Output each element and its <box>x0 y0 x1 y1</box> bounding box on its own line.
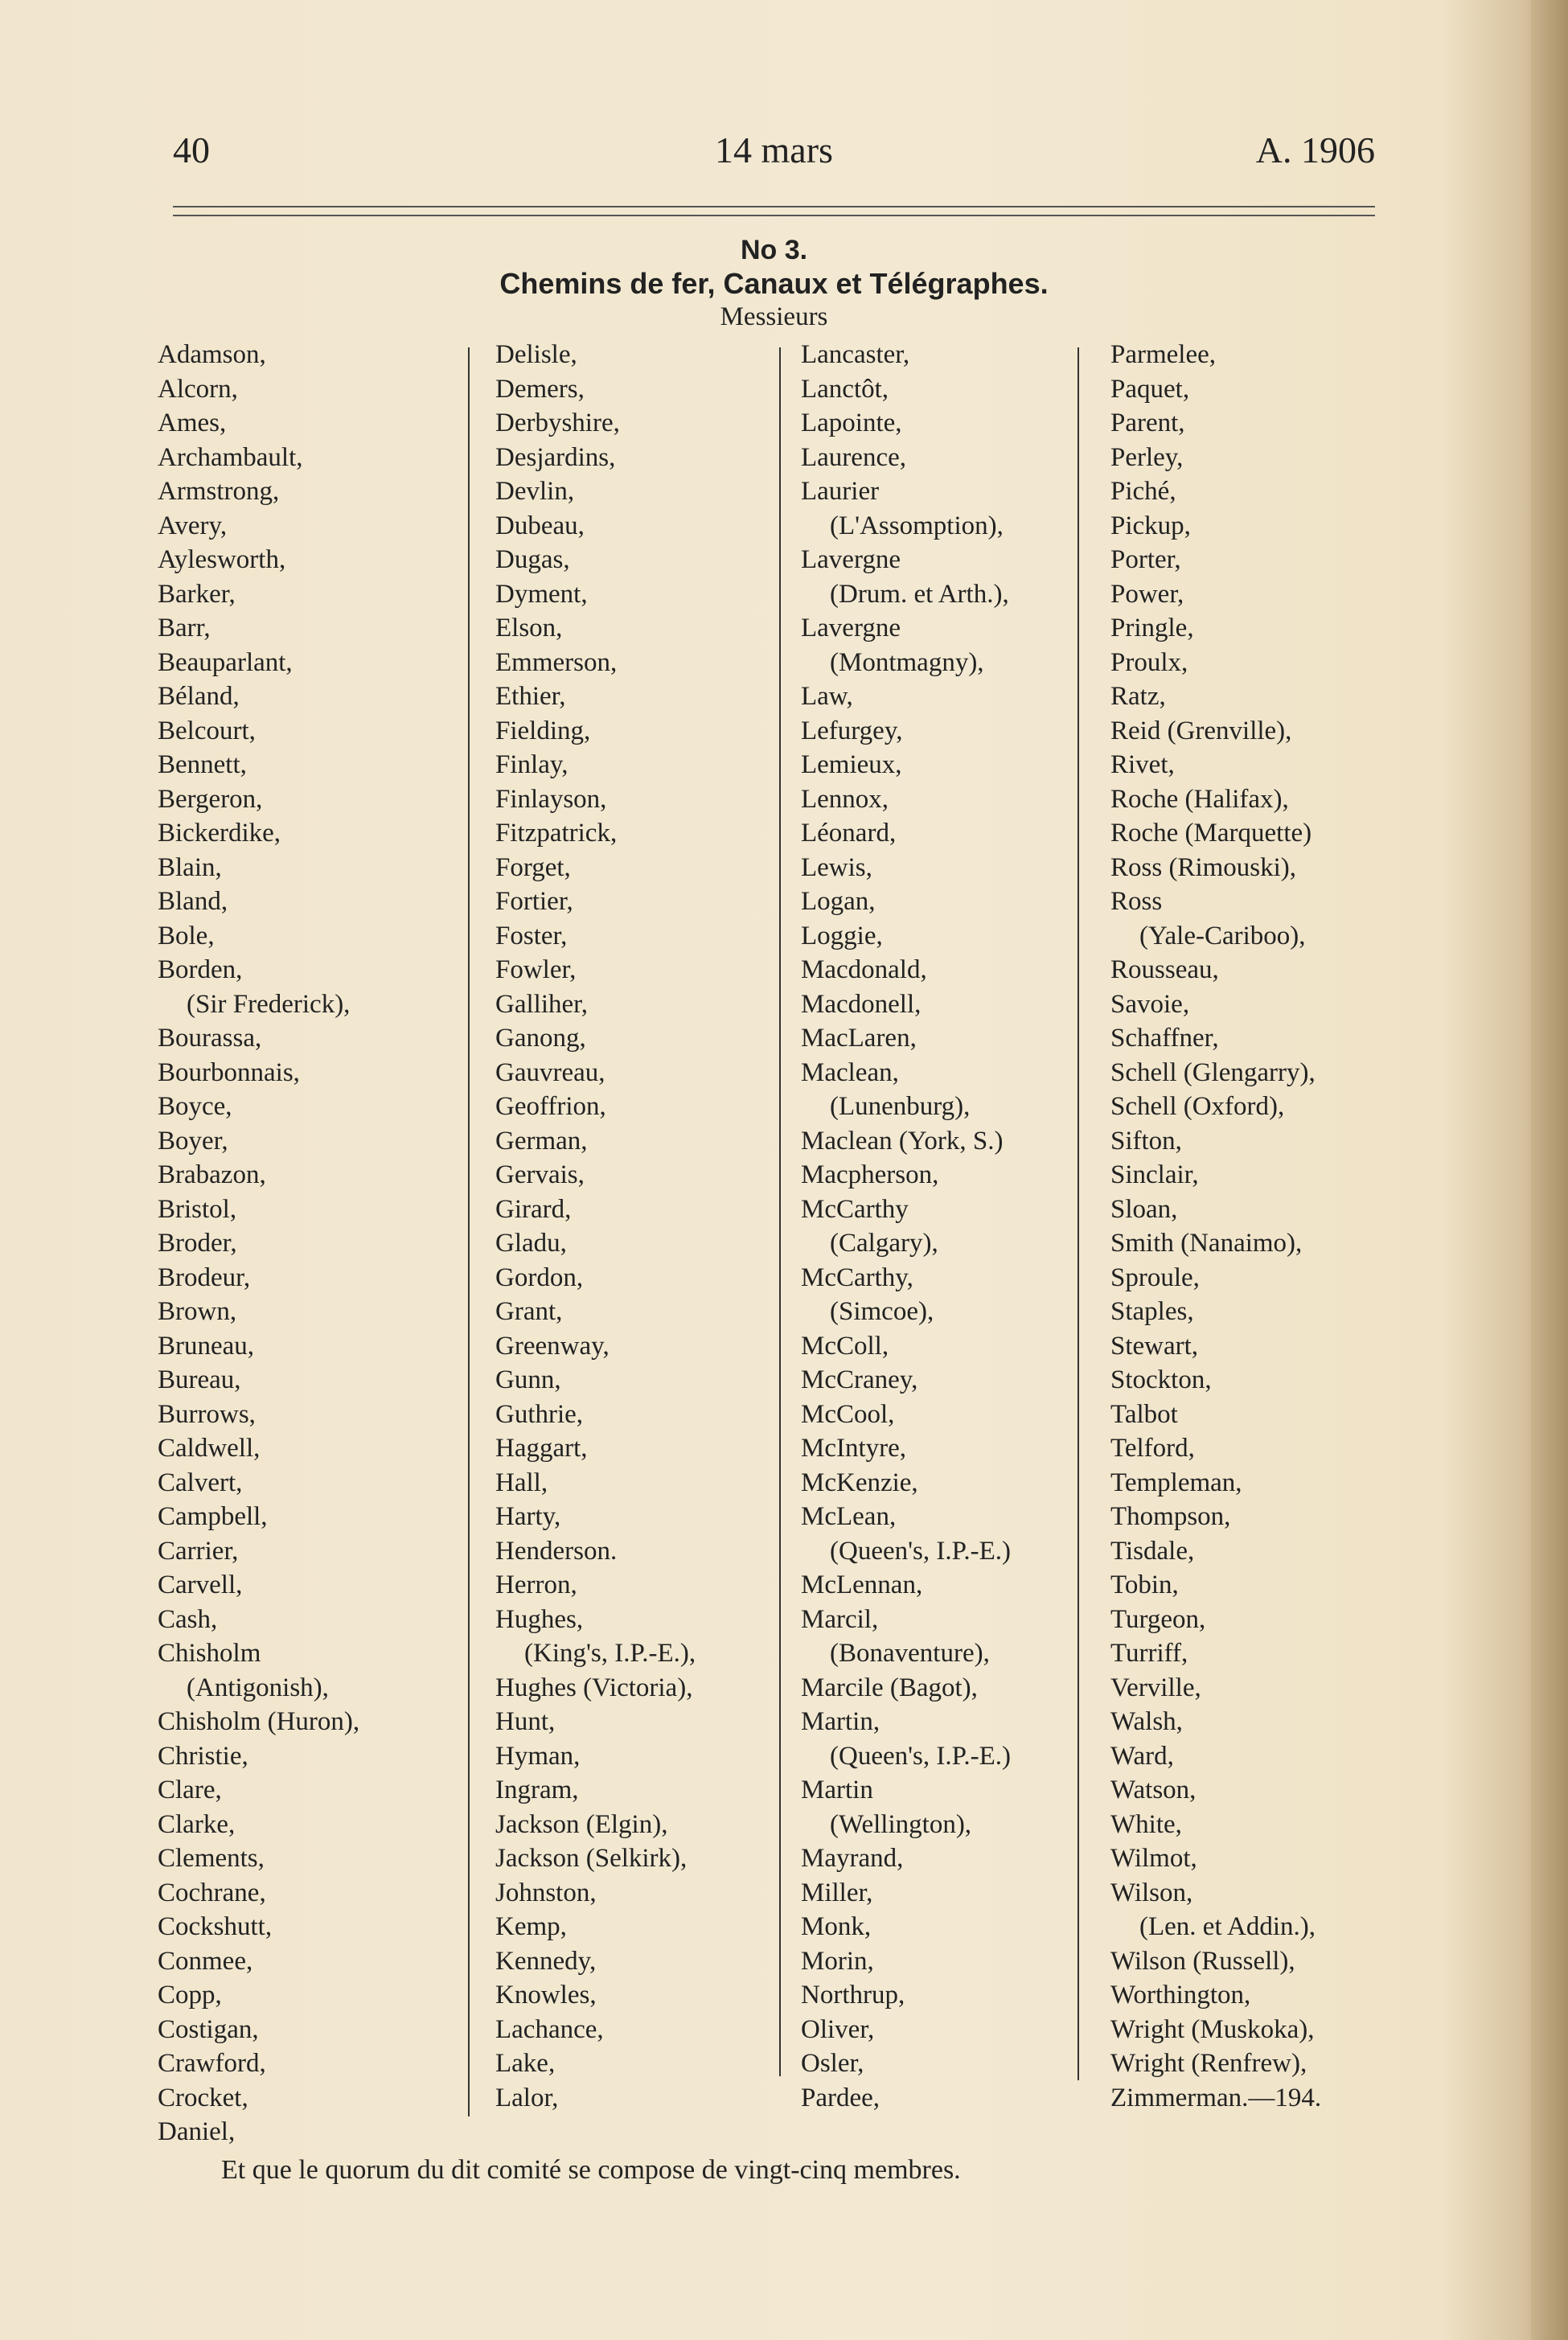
page-number: 40 <box>173 129 210 170</box>
member-name: Gervais, <box>495 1160 585 1189</box>
member-name: Savoie, <box>1110 989 1190 1019</box>
member-name: Hall, <box>495 1468 548 1497</box>
member-name: Galliher, <box>495 989 589 1019</box>
member-name: Rivet, <box>1110 750 1175 779</box>
member-name: McLean, <box>801 1502 897 1531</box>
member-name: Bruneau, <box>158 1331 255 1361</box>
member-name: Girard, <box>495 1194 572 1224</box>
member-name: Northrup, <box>801 1981 905 2010</box>
member-name: Emmerson, <box>495 647 618 677</box>
member-name: Archambault, <box>158 442 303 472</box>
member-name: McLennan, <box>801 1570 923 1599</box>
member-name: Maclean, <box>801 1057 899 1087</box>
member-column-4 <box>1110 338 1321 2115</box>
member-name: Morin, <box>801 1946 874 1976</box>
member-name: Christie, <box>158 1741 248 1771</box>
member-name: Porter, <box>1110 545 1181 574</box>
member-name: Lake, <box>495 2049 556 2078</box>
member-name: (Lunenburg), <box>830 1092 971 1121</box>
member-name: Campbell, <box>158 1502 268 1531</box>
member-name: Copp, <box>158 1981 222 2010</box>
member-name: Tobin, <box>1110 1570 1179 1599</box>
member-name: Greenway, <box>495 1331 610 1361</box>
member-name: Desjardins, <box>495 442 616 472</box>
member-name: Rousseau, <box>1110 955 1219 984</box>
member-name: Barker, <box>158 579 236 609</box>
committee-title: Chemins de fer, Canaux et Télégraphes. <box>499 267 1049 300</box>
member-name: Paquet, <box>1110 374 1190 404</box>
member-name: Caldwell, <box>158 1434 261 1463</box>
member-name: Brown, <box>158 1297 237 1326</box>
member-name: Schaffner, <box>1110 1024 1219 1053</box>
member-name: Dyment, <box>495 579 588 609</box>
member-name: McColl, <box>801 1331 889 1361</box>
page-year: A. 1906 <box>1255 129 1375 170</box>
member-name: Talbot <box>1110 1399 1178 1429</box>
member-name: Ross (Rimouski), <box>1110 852 1297 882</box>
member-name: Bourassa, <box>158 1024 262 1053</box>
member-name: (Queen's, I.P.-E.) <box>830 1741 1011 1771</box>
member-name: Lapointe, <box>801 408 902 437</box>
page-edge-shadow <box>1531 0 1568 2340</box>
member-name: Aylesworth, <box>158 545 286 574</box>
member-name: Smith (Nanaimo), <box>1110 1229 1303 1258</box>
member-column-3 <box>801 338 1011 2115</box>
member-name: Beauparlant, <box>158 647 293 677</box>
member-name: Wilmot, <box>1110 1844 1197 1873</box>
member-name: Herron, <box>495 1570 577 1599</box>
committee-number: No 3. <box>740 235 808 265</box>
member-name: Delisle, <box>495 340 577 369</box>
member-name: Lavergne <box>801 545 901 574</box>
member-name: (Yale-Cariboo), <box>1139 921 1306 950</box>
member-name: Kennedy, <box>495 1946 597 1976</box>
column-divider <box>779 347 781 2076</box>
member-name: Guthrie, <box>495 1399 584 1429</box>
member-name: Calvert, <box>158 1468 243 1497</box>
member-name: Lewis, <box>801 852 872 882</box>
page-date: 14 mars <box>715 129 833 170</box>
member-name: Proulx, <box>1110 647 1188 677</box>
member-name: Watson, <box>1110 1776 1197 1804</box>
quorum-statement: Et que le quorum du dit comité se compose de vingt-cinq membres. <box>221 2155 961 2185</box>
member-name: Elson, <box>495 614 563 642</box>
member-name: Gordon, <box>495 1262 584 1292</box>
member-name: Clements, <box>158 1844 265 1873</box>
member-name: Piché, <box>1110 477 1176 506</box>
member-name: Finlay, <box>495 750 569 779</box>
member-columns <box>158 338 1388 2155</box>
member-name: Bourbonnais, <box>158 1057 300 1087</box>
member-name: Dugas, <box>495 545 570 574</box>
member-name: Parmelee, <box>1110 340 1217 369</box>
member-name: Perley, <box>1110 442 1184 472</box>
member-name: Gladu, <box>495 1229 567 1258</box>
committee-salutation: Messieurs <box>720 302 828 331</box>
member-name: Conmee, <box>158 1946 253 1976</box>
member-name: (Calgary), <box>830 1229 938 1258</box>
member-name: Daniel, <box>158 2117 236 2146</box>
member-name: McIntyre, <box>801 1434 907 1463</box>
member-name: Finlayson, <box>495 784 607 814</box>
member-name: Henderson. <box>495 1536 618 1566</box>
member-name: McCarthy <box>801 1194 909 1224</box>
member-name: Cash, <box>158 1604 218 1634</box>
member-name: Marcil, <box>801 1604 879 1634</box>
member-name: Sloan, <box>1110 1194 1178 1224</box>
member-name: Burrows, <box>158 1399 256 1429</box>
member-name: Monk, <box>801 1912 872 1941</box>
member-name: Cochrane, <box>158 1878 266 1907</box>
member-column-2 <box>495 338 696 2115</box>
member-name: Staples, <box>1110 1297 1194 1326</box>
member-name: Hughes, <box>495 1604 584 1634</box>
member-name: Laurence, <box>801 442 906 472</box>
member-name: Stockton, <box>1110 1365 1212 1394</box>
member-name: Marcile (Bagot), <box>801 1673 978 1702</box>
member-name: Martin, <box>801 1707 880 1736</box>
member-name: Sifton, <box>1110 1126 1182 1156</box>
member-name: Laurier <box>801 477 880 506</box>
member-name: Ward, <box>1110 1741 1174 1771</box>
member-name: Mayrand, <box>801 1844 904 1873</box>
member-name: Béland, <box>158 682 240 711</box>
member-name: Crocket, <box>158 2083 248 2112</box>
member-name: Macpherson, <box>801 1160 939 1189</box>
member-name: Geoffrion, <box>495 1092 606 1121</box>
member-name: Bergeron, <box>158 784 263 814</box>
member-name: Knowles, <box>495 1981 597 2010</box>
member-name: Chisholm <box>158 1639 261 1668</box>
member-name: Brabazon, <box>158 1160 266 1189</box>
member-name: Foster, <box>495 921 568 950</box>
member-name: Clarke, <box>158 1809 236 1839</box>
member-name: Schell (Oxford), <box>1110 1092 1285 1121</box>
member-name: Reid (Grenville), <box>1110 716 1292 745</box>
member-name: Jackson (Selkirk), <box>495 1844 688 1873</box>
member-name: Thompson, <box>1110 1502 1231 1531</box>
member-name: Loggie, <box>801 921 883 950</box>
member-name: Wright (Renfrew), <box>1110 2049 1307 2078</box>
member-name: (Queen's, I.P.-E.) <box>830 1536 1011 1566</box>
member-name: Gauvreau, <box>495 1057 605 1087</box>
member-name: McCraney, <box>801 1365 918 1394</box>
member-name: Alcorn, <box>158 374 238 404</box>
member-name: Worthington, <box>1110 1981 1251 2010</box>
member-name: Lalor, <box>495 2083 559 2112</box>
running-head <box>173 129 1375 177</box>
member-name: Dubeau, <box>495 511 585 540</box>
member-name: Logan, <box>801 887 876 916</box>
member-name: Pickup, <box>1110 511 1191 540</box>
member-name: Miller, <box>801 1878 873 1907</box>
member-name: Templeman, <box>1110 1468 1242 1497</box>
member-name: Roche (Marquette) <box>1110 819 1312 848</box>
member-name: (Sir Frederick), <box>187 989 351 1019</box>
member-name: Martin <box>801 1776 873 1804</box>
member-name: Stewart, <box>1110 1331 1199 1361</box>
member-name: Zimmerman.—194. <box>1110 2083 1322 2112</box>
member-name: Belcourt, <box>158 716 256 745</box>
member-name: Cockshutt, <box>158 1912 273 1941</box>
member-name: Haggart, <box>495 1434 588 1463</box>
member-name: Ross <box>1110 887 1163 916</box>
member-name: Lavergne <box>801 614 901 642</box>
header-double-rule <box>173 206 1375 216</box>
member-name: Hughes (Victoria), <box>495 1673 693 1702</box>
member-name: Bennett, <box>158 750 247 779</box>
member-name: Derbyshire, <box>495 408 620 437</box>
member-name: McCool, <box>801 1399 895 1429</box>
member-name: Telford, <box>1110 1434 1195 1463</box>
member-name: Turgeon, <box>1110 1604 1206 1634</box>
member-name: Power, <box>1110 579 1184 609</box>
column-divider <box>1077 347 1079 2080</box>
member-name: Johnston, <box>495 1878 597 1907</box>
member-name: Ames, <box>158 408 227 437</box>
member-name: (Wellington), <box>830 1809 972 1839</box>
member-name: Borden, <box>158 955 243 984</box>
member-name: Wilson, <box>1110 1878 1193 1907</box>
member-name: Devlin, <box>495 477 575 506</box>
member-name: Carrier, <box>158 1536 239 1566</box>
member-name: Bland, <box>158 887 228 916</box>
member-name: Sinclair, <box>1110 1160 1199 1189</box>
member-name: Forget, <box>495 852 571 882</box>
member-name: Pardee, <box>801 2083 880 2112</box>
member-name: (Bonaventure), <box>830 1639 990 1668</box>
member-name: Hunt, <box>495 1707 556 1736</box>
member-name: Bole, <box>158 921 215 950</box>
member-name: Oliver, <box>801 2014 875 2044</box>
member-name: MacLaren, <box>801 1024 917 1053</box>
member-name: Tisdale, <box>1110 1536 1195 1566</box>
member-name: Wilson (Russell), <box>1110 1946 1295 1976</box>
member-name: Wright (Muskoka), <box>1110 2014 1315 2044</box>
member-name: McCarthy, <box>801 1262 913 1292</box>
member-name: (Montmagny), <box>830 647 984 677</box>
member-name: Macdonald, <box>801 955 927 984</box>
member-name: Osler, <box>801 2049 864 2078</box>
member-name: Kemp, <box>495 1912 567 1941</box>
member-name: (Len. et Addin.), <box>1139 1912 1316 1941</box>
member-name: Hyman, <box>495 1741 581 1771</box>
member-name: (Antigonish), <box>187 1673 329 1702</box>
member-name: German, <box>495 1126 588 1156</box>
member-name: Turriff, <box>1110 1639 1188 1668</box>
member-name: Lemieux, <box>801 750 902 779</box>
member-name: Lachance, <box>495 2014 604 2044</box>
member-name: Gunn, <box>495 1365 561 1394</box>
member-name: Carvell, <box>158 1570 243 1599</box>
member-column-1 <box>158 338 359 2149</box>
member-name: (Simcoe), <box>830 1297 934 1326</box>
member-name: White, <box>1110 1809 1182 1839</box>
member-name: Clare, <box>158 1776 222 1804</box>
member-name: Sproule, <box>1110 1262 1200 1292</box>
member-name: Fortier, <box>495 887 573 916</box>
member-name: Avery, <box>158 511 228 540</box>
member-name: Law, <box>801 682 853 711</box>
member-name: Fielding, <box>495 716 591 745</box>
member-name: Macdonell, <box>801 989 922 1019</box>
member-name: Maclean (York, S.) <box>801 1126 1004 1156</box>
member-name: Boyer, <box>158 1126 228 1156</box>
member-name: Ratz, <box>1110 682 1166 711</box>
member-name: Lancaster, <box>801 340 910 369</box>
member-name: Bristol, <box>158 1194 237 1224</box>
member-name: Lefurgey, <box>801 716 903 745</box>
member-name: Adamson, <box>158 340 266 369</box>
member-name: Brodeur, <box>158 1262 251 1292</box>
member-name: Fowler, <box>495 955 577 984</box>
member-name: Fitzpatrick, <box>495 819 618 848</box>
member-name: Harty, <box>495 1502 561 1531</box>
member-name: Bickerdike, <box>158 819 281 848</box>
member-name: (L'Assomption), <box>830 511 1004 540</box>
member-name: Léonard, <box>801 819 897 848</box>
member-name: Verville, <box>1110 1673 1201 1702</box>
member-name: Armstrong, <box>158 477 280 506</box>
member-name: Ganong, <box>495 1024 586 1053</box>
member-name: Roche (Halifax), <box>1110 784 1289 814</box>
member-name: Ethier, <box>495 682 566 711</box>
member-name: Walsh, <box>1110 1707 1183 1736</box>
member-name: Demers, <box>495 374 585 404</box>
member-name: McKenzie, <box>801 1468 918 1497</box>
member-name: Broder, <box>158 1229 237 1258</box>
member-name: Lanctôt, <box>801 374 889 404</box>
member-name: Boyce, <box>158 1092 232 1121</box>
member-name: Ingram, <box>495 1776 579 1804</box>
member-name: Grant, <box>495 1297 563 1326</box>
member-name: Blain, <box>158 852 222 882</box>
column-divider <box>468 347 470 2116</box>
member-name: Barr, <box>158 614 211 642</box>
member-name: Pringle, <box>1110 614 1194 642</box>
member-name: Schell (Glengarry), <box>1110 1057 1316 1087</box>
member-name: (Drum. et Arth.), <box>830 579 1009 609</box>
member-name: Jackson (Elgin), <box>495 1809 668 1839</box>
member-name: Lennox, <box>801 784 889 814</box>
member-name: (King's, I.P.-E.), <box>524 1639 696 1668</box>
member-name: Costigan, <box>158 2014 259 2044</box>
member-name: Parent, <box>1110 408 1185 437</box>
member-name: Chisholm (Huron), <box>158 1707 360 1736</box>
member-name: Crawford, <box>158 2049 266 2078</box>
member-name: Bureau, <box>158 1365 241 1394</box>
